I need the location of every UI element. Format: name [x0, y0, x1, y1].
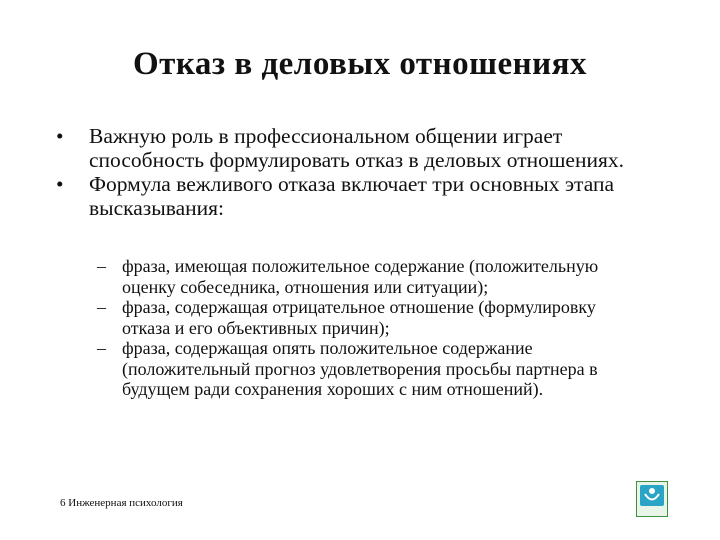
sub-bullet-text: фраза, содержащая отрицательное отношение (формулировку отказа и его объективных причин);	[122, 297, 596, 338]
bullet-item	[56, 172, 656, 220]
dash-symbol: –	[97, 256, 106, 276]
logo-figure-icon	[640, 485, 664, 506]
sub-bullet-item	[97, 338, 637, 400]
slide-footer: 6 Инженерная психология	[60, 497, 183, 509]
sub-bullet-text: фраза, содержащая опять положительное содержание (положительный прогноз удовлетворения просьбы партнера в будущем ради сохранения хороших с ним отношений).	[122, 338, 598, 399]
bullet-text: Формула вежливого отказа включает три основных этапа высказывания:	[89, 172, 615, 220]
bullet-list	[56, 124, 656, 220]
university-logo-icon	[636, 481, 668, 517]
logo-emblem	[640, 485, 664, 506]
slide-title: Отказ в деловых отношениях	[132, 46, 588, 82]
sub-bullet-item	[97, 297, 637, 338]
bullet-symbol: •	[56, 172, 64, 196]
bullet-item	[56, 124, 656, 172]
sub-bullet-item	[97, 256, 637, 297]
sub-bullet-list	[97, 256, 637, 400]
bullet-symbol: •	[56, 124, 64, 148]
dash-symbol: –	[97, 297, 106, 317]
sub-bullet-text: фраза, имеющая положительное содержание (положительную оценку собеседника, отношения или ситуации);	[122, 256, 599, 297]
bullet-text: Важную роль в профессиональном общении играет способность формулировать отказ в деловых отношениях.	[89, 124, 625, 172]
dash-symbol: –	[97, 338, 106, 358]
